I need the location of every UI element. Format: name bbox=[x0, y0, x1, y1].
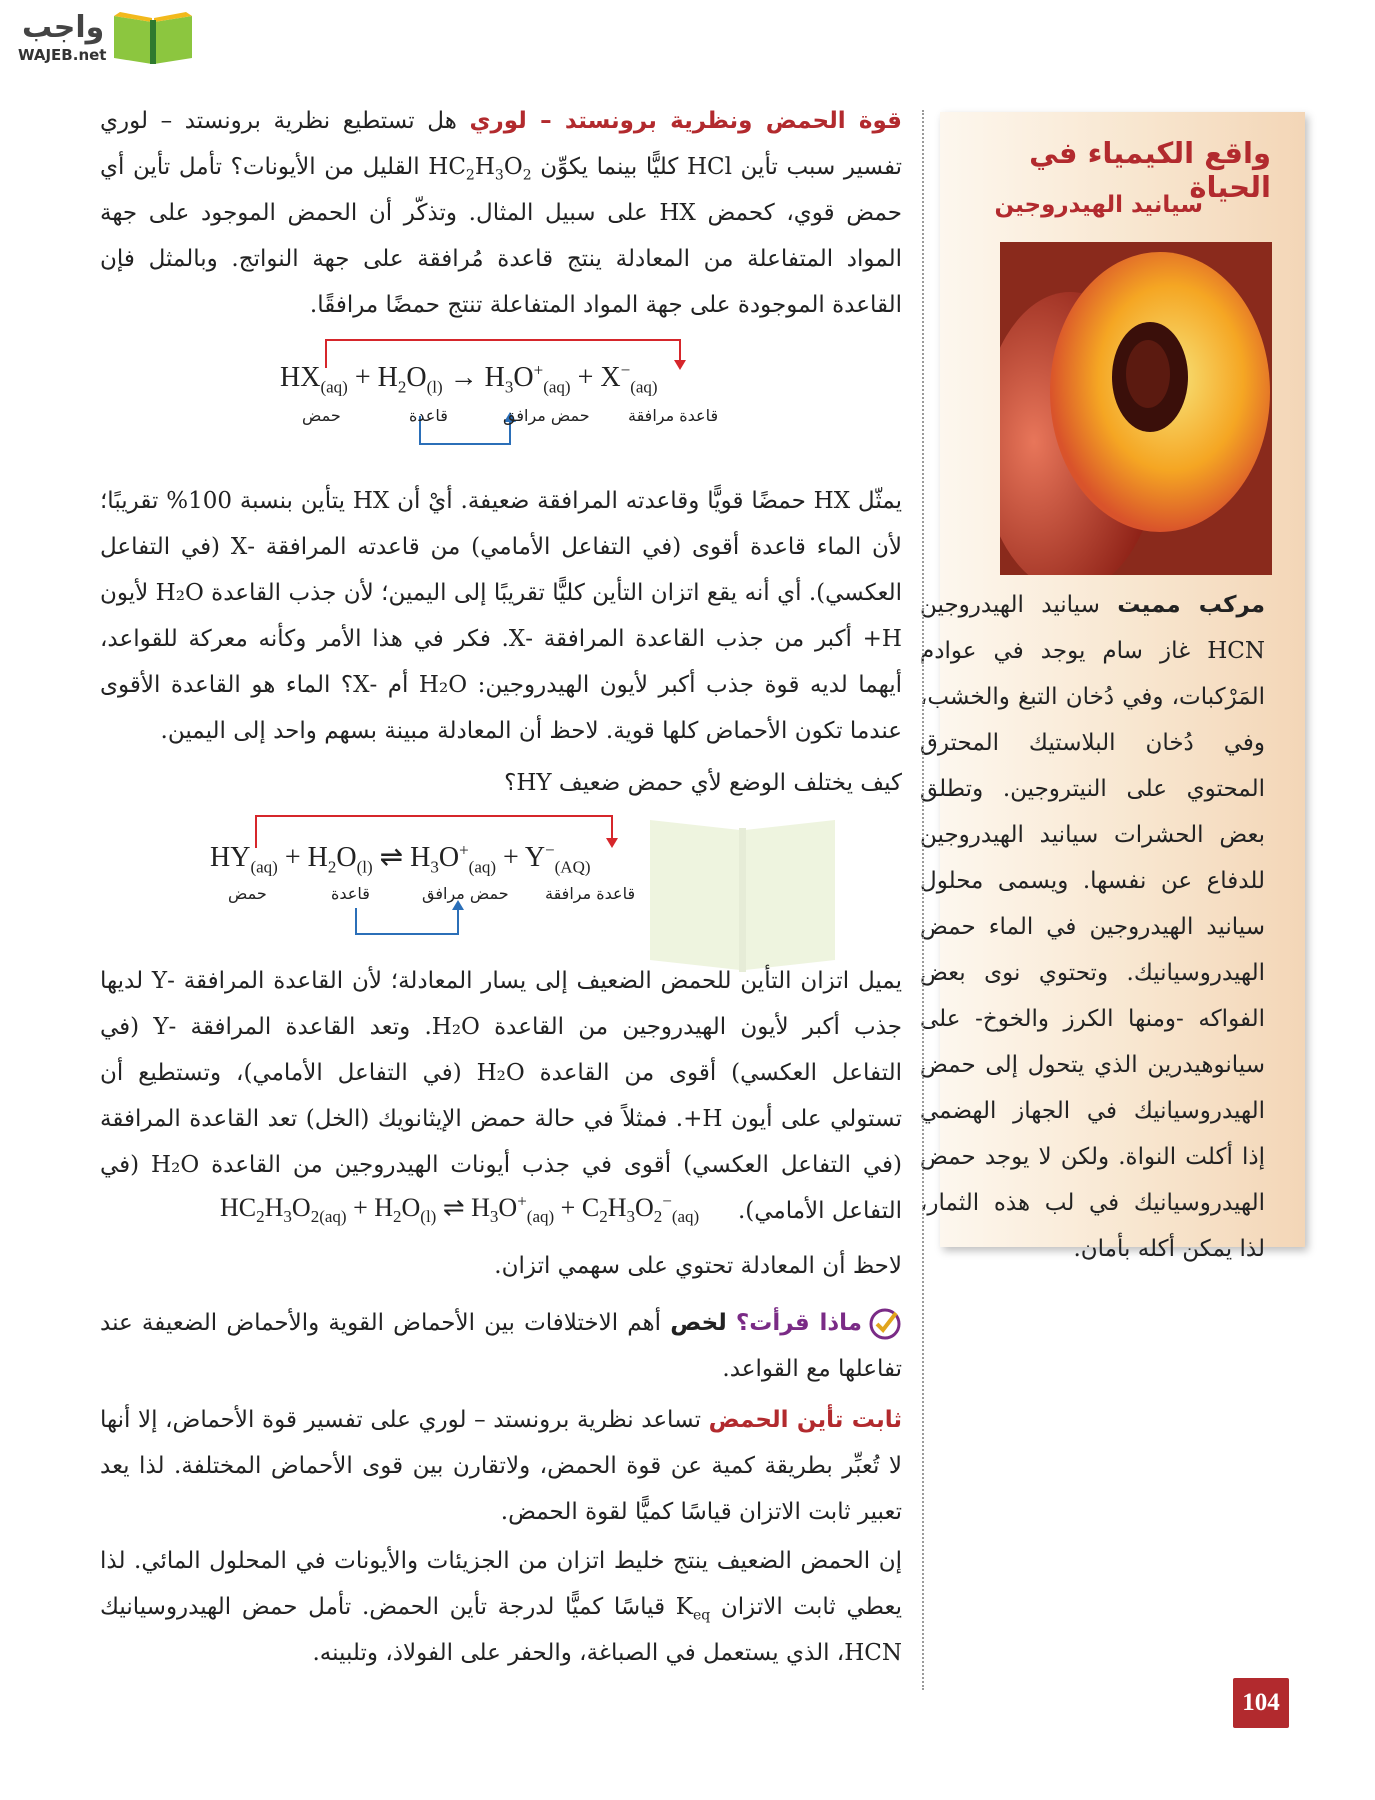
book-icon bbox=[110, 6, 196, 68]
paragraph-weak-acid: يميل اتزان التأين للحمض الضعيف إلى يسار المعادلة؛ لأن القاعدة المرافقة ‑Y لديها جذب أكبر لأيون الهيدروجين من القاعدة H₂O. وتعد القاعدة المرافقة ‑Y (في التفاعل العكسي) أقوى من القاعدة H₂O (في التفاعل الأمامي)، وتستطيع أن تستولي على أيون ‎+H. فمثلاً في حالة حمض الإيثانويك (الخل) تعد القاعدة المرافقة (في التفاعل العكسي) أقوى في جذب أيونات الهيدروجين من القاعدة H₂O (في التفاعل الأمامي). bbox=[100, 968, 903, 1224]
sidebar-text bbox=[920, 582, 1265, 1272]
paragraph-keq: إن الحمض الضعيف ينتج خليط اتزان من الجزيئات والأيونات في المحلول المائي. لذا يعطي ثابت الاتزان $K_{eq}$ قياسًا كميًّا لدرجة تأين الحمض. تأمل حمض الهيدروسيانيك HCN، الذي يستعمل في الصباغة، والحفر على الفولاذ، وتلبينه. bbox=[100, 1548, 902, 1666]
label-base: قاعدة bbox=[409, 406, 448, 425]
site-logo[interactable] bbox=[14, 6, 194, 68]
note-equilibrium-arrows: لاحظ أن المعادلة تحتوي على سهمي اتزان. bbox=[494, 1253, 902, 1279]
heading-acid-strength: قوة الحمض ونظرية برونستد – لوري bbox=[469, 108, 902, 134]
sidebar-lead: مركب مميت bbox=[1117, 592, 1265, 618]
equation-2: $HY_{(aq)} + H_2O_{(l)}$ ⇌ $H_3O^+_{(aq)} + Y^-_{(AQ)}$ bbox=[210, 840, 591, 877]
equation-ethanoic-acid: $HC_2H_3O_{2(aq)} + H_2O_{(l)}$ ⇌ $H_3O^+_{(aq)} + C_2H_3O_2^-_{(aq)}$ bbox=[220, 1191, 700, 1227]
what-i-read-text: أهم الاختلافات بين الأحماض القوية والأحماض الضعيفة عند تفاعلها مع القواعد. bbox=[100, 1310, 902, 1382]
page-number: 104 bbox=[1233, 1678, 1289, 1728]
paragraph-strong-acid: يمثّل HX حمضًا قويًّا وقاعدته المرافقة ضعيفة. أيْ أن HX يتأين بنسبة 100% تقريبًا؛ لأن الماء قاعدة أقوى (في التفاعل الأمامي) من قاعدته المرافقة ‑X (في التفاعل العكسي). أي أنه يقع اتزان التأين كليًّا تقريبًا إلى اليمين؛ لأن جذب القاعدة H₂O لأيون ‎+H أكبر من جذب القاعدة المرافقة ‑X. فكر في هذا الأمر وكأنه معركة للقواعد، أيهما لديه قوة جذب أكبر لأيون الهيدروجين: H₂O أم ‑X؟ الماء هو القاعدة الأقوى عندما تكون الأحماض كلها قوية. لاحظ أن المعادلة مبينة بسهم واحد إلى اليمين. bbox=[100, 488, 902, 744]
label-base-2: قاعدة bbox=[331, 884, 370, 903]
heading-ionization-constant: ثابت تأين الحمض bbox=[708, 1407, 902, 1433]
label-conj-acid: حمض مرافق bbox=[503, 406, 590, 425]
question-weak-acid: كيف يختلف الوضع لأي حمض ضعيف HY؟ bbox=[504, 770, 902, 796]
label-acid: حمض bbox=[302, 406, 341, 425]
logo-brand-ar: واجب bbox=[22, 10, 105, 45]
equation-1: $HX_{(aq)} + H_2O_{(l)} \to H_3O^+_{(aq)} + X^-_{(aq)}$ bbox=[280, 360, 658, 397]
paragraph-acid-strength: قوة الحمض ونظرية برونستد – لوري هل تستطيع نظرية برونستد – لوري تفسير سبب تأين HCl كليًّا بينما يكوِّن $HC_2H_3O_2$ القليل من الأيونات؟ تأمل تأين أي حمض قوي، كحمض HX على سبيل المثال. وتذكّر أن الحمض الموجود على جهة المواد المتفاعلة من المعادلة ينتج قاعدة مُرافقة على جهة النواتج. وبالمثل فإن القاعدة الموجودة على جهة المواد المتفاعلة تنتج حمضًا مرافقًا. bbox=[100, 108, 903, 318]
summarize-verb: لخص bbox=[670, 1310, 727, 1336]
label-conj-base: قاعدة مرافقة bbox=[628, 406, 719, 425]
sidebar-body: سيانيد الهيدروجين HCN غاز سام يوجد في عوادم المَرْكبات، وفي دُخان التبغ والخشب، وفي دُخان البلاستيك المحترق المحتوي على النيتروجين. وتطلق بعض الحشرات سيانيد الهيدروجين للدفاع عن نفسها. ويسمى محلول سيانيد الهيدروجين في الماء حمض الهيدروسيانيك. وتحتوي نوى بعض الفواكه -ومنها الكرز والخوخ- على سيانوهيدرين الذي يتحول إلى حمض الهيدروسيانيك في الجهاز الهضمي إذا أكلت النواة. ولكن لا يوجد حمض الهيدروسيانيك في لب هذه الثمار، لذا يمكن أكله بأمان. bbox=[920, 592, 1265, 1262]
column-divider bbox=[922, 110, 924, 1690]
sidebar-box bbox=[920, 112, 1305, 1262]
peach-image bbox=[1000, 242, 1272, 575]
conjugate-pair-arrows-2 bbox=[240, 812, 640, 942]
checkmark-icon bbox=[868, 1307, 902, 1341]
logo-brand-en: WAJEB.net bbox=[18, 46, 107, 64]
label-conj-base-2: قاعدة مرافقة bbox=[545, 884, 636, 903]
label-acid-2: حمض bbox=[228, 884, 267, 903]
sidebar-subtitle: سيانيد الهيدروجين bbox=[994, 192, 1203, 218]
sidebar-title: واقع الكيمياء في الحياة bbox=[1029, 136, 1271, 204]
label-conj-acid-2: حمض مرافق bbox=[422, 884, 509, 903]
paragraph-ionization-constant: ثابت تأين الحمض تساعد نظرية برونستد – لوري على تفسير قوة الأحماض، إلا أنها لا تُعبِّر بطريقة كمية عن قوة الحمض، ولاتقارن بين قوى الأحماض المختلفة. لذا يعد تعبير ثابت الاتزان قياسًا كميًّا لقوة الحمض. bbox=[100, 1407, 902, 1525]
what-i-read-box bbox=[100, 1300, 902, 1392]
what-i-read-label: ماذا قرأت؟ bbox=[735, 1310, 863, 1336]
